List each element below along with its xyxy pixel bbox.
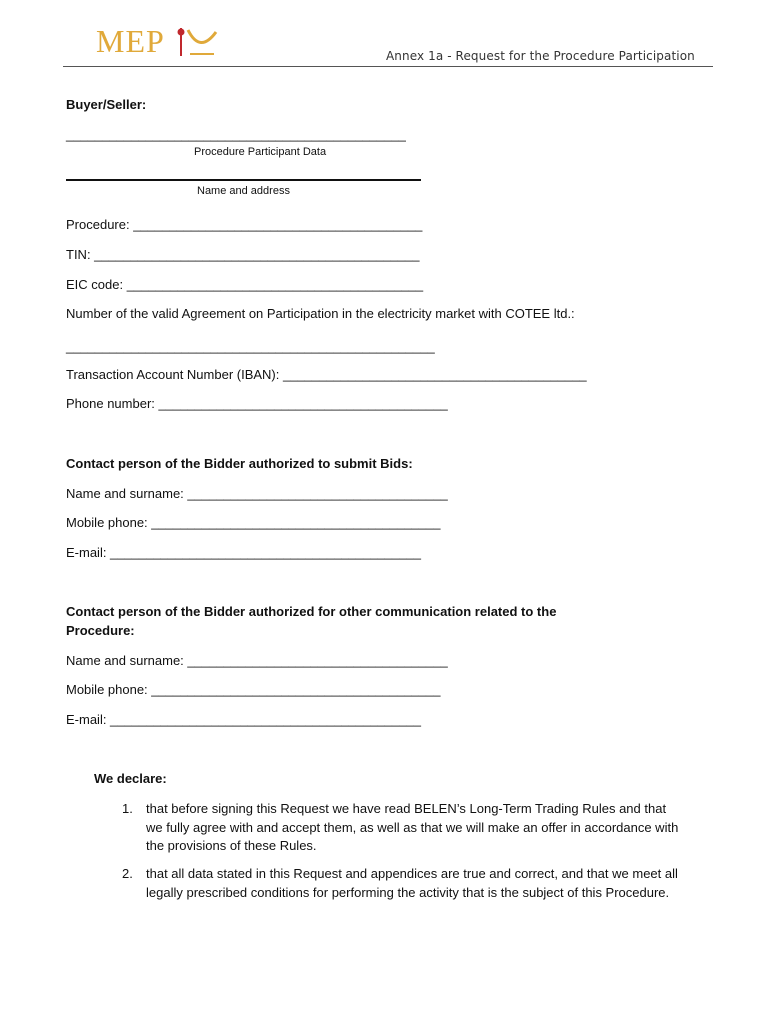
participant-data-caption: Procedure Participant Data bbox=[194, 146, 327, 158]
header-divider bbox=[63, 66, 713, 67]
contact-other-heading-line2: Procedure: bbox=[66, 623, 135, 638]
buyer-seller-label: Buyer/Seller: bbox=[66, 97, 147, 112]
contact-other-name-field[interactable]: Name and surname: ____________________________________ bbox=[66, 653, 448, 668]
declaration-item-number: 2. bbox=[122, 866, 133, 881]
name-address-caption: Name and address bbox=[197, 185, 290, 197]
contact-other-heading-line1: Contact person of the Bidder authorized for other communication related to the bbox=[66, 604, 557, 619]
annex-title: Annex 1a - Request for the Procedure Participation bbox=[386, 49, 695, 63]
contact-bids-name-field[interactable]: Name and surname: ____________________________________ bbox=[66, 486, 448, 501]
contact-bids-mobile-field[interactable]: Mobile phone: ________________________________________ bbox=[66, 515, 441, 530]
contact-other-email-field[interactable]: E-mail: ___________________________________________ bbox=[66, 712, 421, 727]
participant-data-field[interactable]: _______________________________________________ bbox=[66, 127, 406, 142]
mepx-logo bbox=[96, 20, 226, 60]
declaration-heading: We declare: bbox=[94, 771, 167, 786]
agreement-label: Number of the valid Agreement on Participation in the electricity market with COTEE ltd.: bbox=[66, 306, 575, 321]
procedure-field[interactable]: Procedure: ________________________________________ bbox=[66, 217, 423, 232]
contact-bids-email-field[interactable]: E-mail: ___________________________________________ bbox=[66, 545, 421, 560]
declaration-item-text: that before signing this Request we have read BELEN’s Long-Term Trading Rules and that we fully agree with and accept them, as well as that we will make an offer in accordance with the provisions of these Rules. bbox=[146, 801, 679, 853]
contact-other-mobile-field[interactable]: Mobile phone: ________________________________________ bbox=[66, 682, 441, 697]
tin-field[interactable]: TIN: _____________________________________________ bbox=[66, 247, 420, 262]
contact-bids-heading: Contact person of the Bidder authorized to submit Bids: bbox=[66, 456, 413, 471]
svg-text:MEP: MEP bbox=[96, 23, 165, 59]
declaration-item-text: that all data stated in this Request and appendices are true and correct, and that we meet all legally prescribed conditions for performing the activity that is the subject of this Procedure. bbox=[146, 866, 678, 900]
eic-code-field[interactable]: EIC code: _________________________________________ bbox=[66, 277, 424, 292]
phone-field[interactable]: Phone number: ________________________________________ bbox=[66, 396, 448, 411]
iban-field[interactable]: Transaction Account Number (IBAN): __________________________________________ bbox=[66, 367, 587, 382]
agreement-number-field[interactable]: ___________________________________________________ bbox=[66, 339, 435, 354]
declaration-item-number: 1. bbox=[122, 801, 133, 816]
name-address-field[interactable] bbox=[66, 179, 421, 181]
